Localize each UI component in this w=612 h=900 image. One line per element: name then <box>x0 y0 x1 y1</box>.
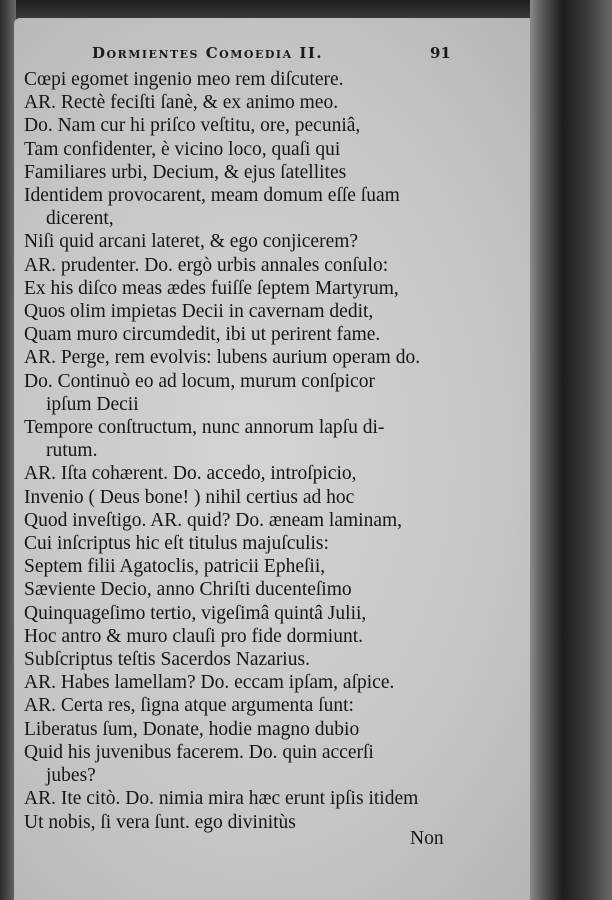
text-line: jubes? <box>46 765 96 787</box>
text-line: Do. Nam cur hi priſco veſtitu, ore, pecuniâ, <box>24 115 361 137</box>
text-line: Quam muro circumdedit, ibi ut perirent fame. <box>24 324 381 346</box>
text-line: Cui inſcriptus hic eſt titulus majuſculis: <box>24 533 329 555</box>
text-line: dicerent, <box>46 208 114 230</box>
text-line: AR. Certa res, ſigna atque argumenta ſunt: <box>24 695 354 717</box>
text-line: AR. Perge, rem evolvis: lubens aurium operam do. <box>24 347 421 369</box>
text-line: Familiares urbi, Decium, & ejus ſatellites <box>24 161 347 183</box>
text-line: AR. Ite citò. Do. nimia mira hæc erunt ipſis itidem <box>24 788 419 810</box>
page-text <box>24 68 456 834</box>
text-line: Septem filii Agatoclis, patricii Epheſii, <box>24 556 326 578</box>
text-line: Do. Continuò eo ad locum, murum conſpicor <box>24 370 375 392</box>
catchword: Non <box>410 828 444 849</box>
running-title: Dormientes Comoedia II. <box>92 44 324 62</box>
text-line: Hoc antro & muro clauſi pro fide dormiunt. <box>24 625 364 647</box>
text-line: rutum. <box>46 440 98 462</box>
text-line: Ut nobis, ſi vera ſunt. ego divinitùs <box>24 811 296 833</box>
text-line: Invenio ( Deus bone! ) nihil certius ad hoc <box>24 486 355 508</box>
text-line: AR. Rectè feciſti ſanè, & ex animo meo. <box>24 92 339 114</box>
text-line: Ex his diſco meas ædes fuiſſe ſeptem Martyrum, <box>24 277 399 299</box>
page-number: 91 <box>430 44 451 62</box>
text-line: Liberatus ſum, Donate, hodie magno dubio <box>24 718 360 740</box>
text-line: Subſcriptus teſtis Sacerdos Nazarius. <box>24 649 310 671</box>
text-line: AR. Habes lamellam? Do. eccam ipſam, aſpice. <box>24 672 395 694</box>
text-line: AR. Iſta cohærent. Do. accedo, introſpicio, <box>24 463 357 485</box>
text-line: Quid his juvenibus facerem. Do. quin accerſi <box>24 741 374 763</box>
text-line: Quod inveſtigo. AR. quid? Do. æneam laminam, <box>24 509 403 531</box>
text-line: Quos olim impietas Decii in cavernam dedit, <box>24 301 374 323</box>
text-line: AR. prudenter. Do. ergò urbis annales conſulo: <box>24 254 389 276</box>
text-line: ipſum Decii <box>46 393 139 415</box>
text-line: Quinquageſimo tertio, vigeſimâ quintâ Julii, <box>24 602 367 624</box>
text-line: Tempore conſtructum, nunc annorum lapſu di- <box>24 417 385 439</box>
book-binding-edge <box>530 0 612 900</box>
text-line: Tam confidenter, è vicino loco, quaſi qui <box>24 138 341 160</box>
text-line: Sæviente Decio, anno Chriſti ducenteſimo <box>24 579 352 601</box>
text-line: Niſi quid arcani lateret, & ego conjicerem? <box>24 231 359 253</box>
text-line: Identidem provocarent, meam domum eſſe ſuam <box>24 185 400 207</box>
text-line: Cœpi egomet ingenio meo rem diſcutere. <box>24 69 344 90</box>
